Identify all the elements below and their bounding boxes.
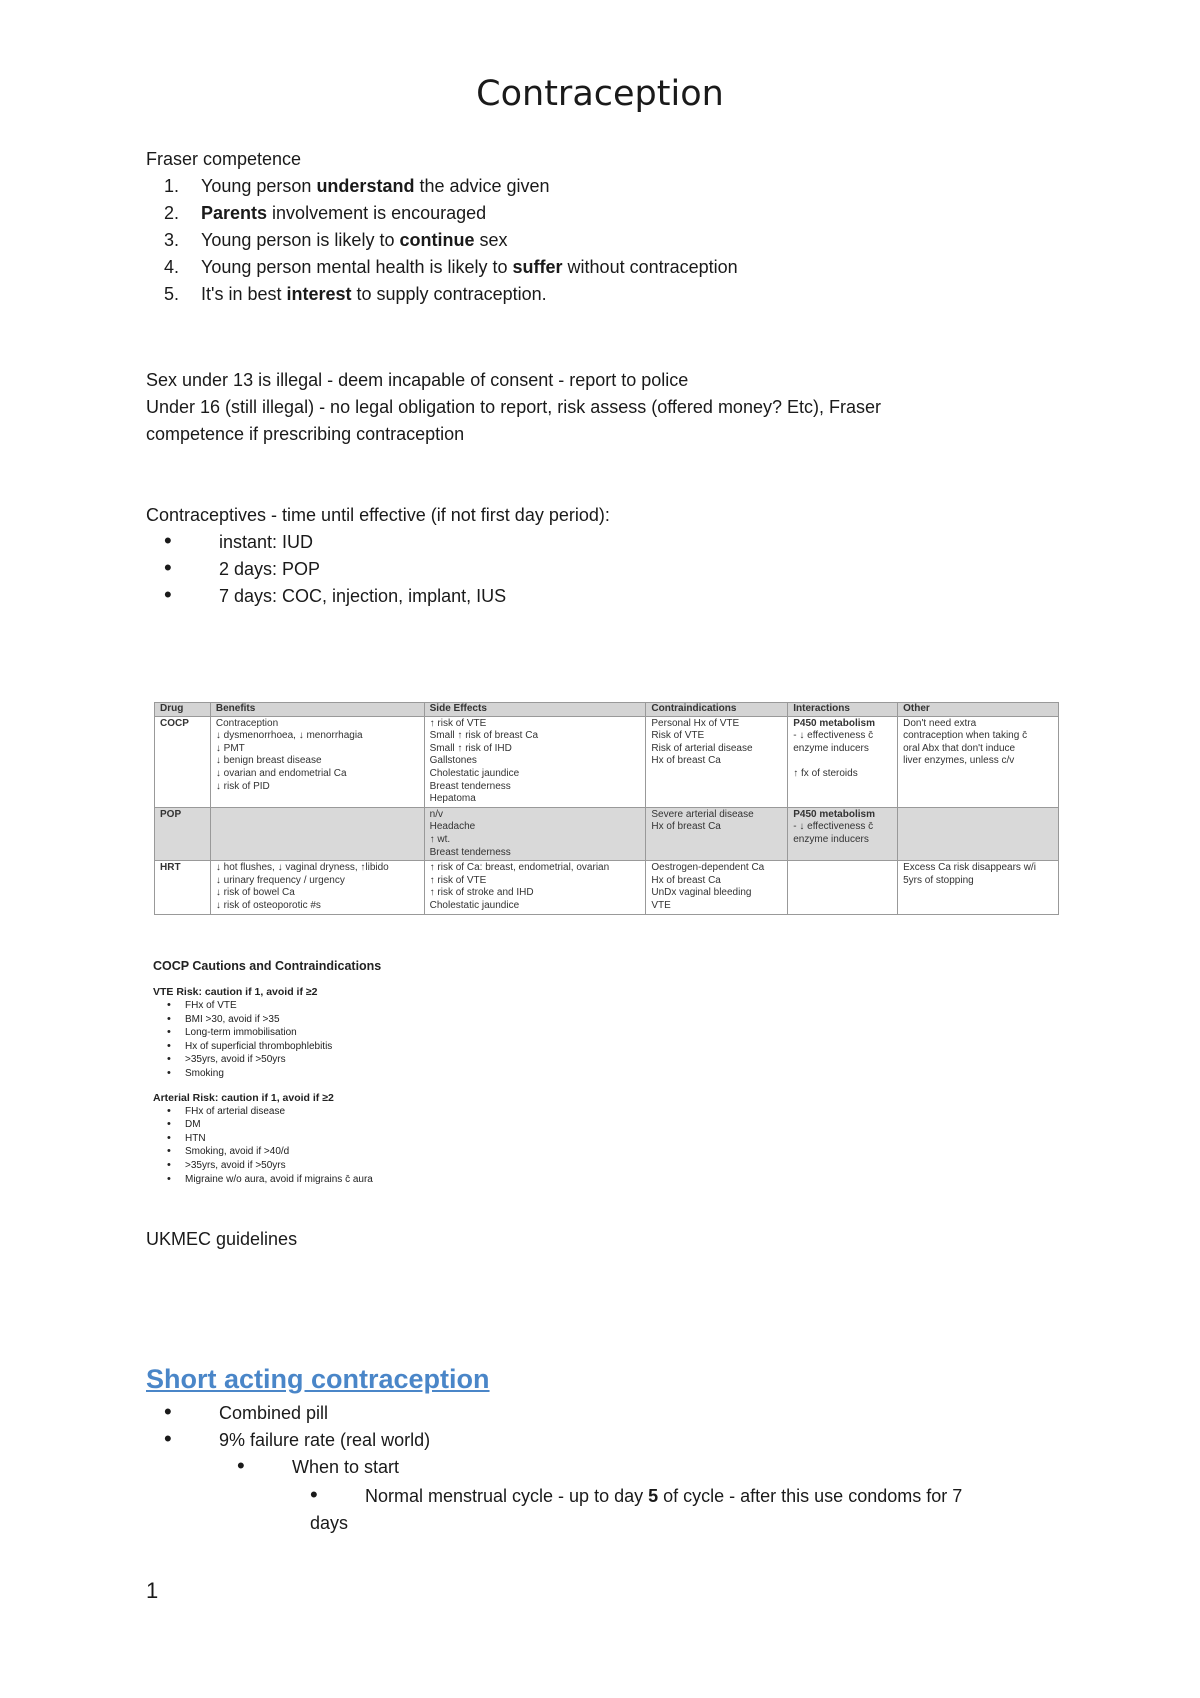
short-acting-section [146, 1400, 1096, 1537]
table-cell [424, 716, 646, 807]
fraser-item [146, 173, 1096, 200]
effective-heading: Contraceptives - time until effective (if not first day period): [146, 505, 610, 525]
table-header-cell: Benefits [210, 703, 424, 717]
list-item [146, 1400, 1096, 1427]
cell-line: - ↓ effectiveness c̄ [793, 821, 874, 833]
table-header-cell: Other [898, 703, 1059, 717]
fraser-list [146, 173, 1096, 308]
fraser-item-text: the advice given [414, 176, 550, 196]
drug-name-cell: COCP [155, 716, 211, 807]
cautions-title: COCP Cautions and Contraindications [153, 959, 382, 973]
cell-line: ↑ risk of VTE [429, 717, 487, 729]
table-row [155, 861, 1059, 914]
cell-line: UnDx vaginal bleeding [651, 887, 752, 899]
vte-risk-item: • Long-term immobilisation [153, 1026, 653, 1040]
legal-line-2: Under 16 (still illegal) - no legal obligation to report, risk assess (offered money? Etc), Fraser [146, 397, 881, 417]
cell-line: Breast tenderness [429, 780, 511, 792]
cocp-cautions-image [153, 959, 653, 1197]
cell-line [793, 755, 892, 768]
table-cell [210, 861, 424, 914]
fraser-section [146, 146, 1096, 308]
table-cell [898, 861, 1059, 914]
cell-line: Hx of breast Ca [651, 821, 721, 833]
effective-item: • instant: IUD [146, 529, 1096, 556]
table-cell [898, 807, 1059, 860]
cell-line: ↓ risk of bowel Ca [215, 887, 295, 899]
cell-line: liver enzymes, unless c/v [903, 755, 1015, 767]
fraser-item-text: involvement is encouraged [267, 203, 487, 223]
table-cell [788, 807, 898, 860]
document-title: Contraception [476, 74, 724, 114]
cell-line: Gallstones [429, 755, 477, 767]
drug-table [154, 702, 1059, 915]
fraser-item-number: 5. [164, 284, 180, 304]
table-cell [210, 807, 424, 860]
table-cell [788, 716, 898, 807]
start-rule-continuation: days [310, 1513, 349, 1533]
vte-risk-item: • FHx of VTE [153, 999, 653, 1013]
table-header-cell: Interactions [788, 703, 898, 717]
vte-risk-item: • BMI >30, avoid if >35 [153, 1013, 653, 1027]
arterial-risk-item: • HTN [153, 1132, 653, 1146]
cell-line: ↓ benign breast disease [215, 755, 322, 767]
cell-line: contraception when taking c̄ [903, 730, 1028, 742]
table-header-cell: Drug [155, 703, 211, 717]
fraser-item [146, 281, 1096, 308]
legal-section [146, 367, 1096, 448]
cell-line: ↓ dysmenorrhoea, ↓ menorrhagia [215, 730, 363, 742]
table-cell [898, 716, 1059, 807]
table-cell [646, 861, 788, 914]
vte-risk-list [153, 999, 653, 1081]
when-to-start-text: When to start [292, 1457, 400, 1477]
cell-line: Small ↑ risk of breast Ca [429, 730, 539, 742]
table-cell [646, 807, 788, 860]
cell-line: ↑ fx of steroids [793, 767, 858, 779]
list-item [219, 1454, 1096, 1481]
fraser-item-number: 4. [164, 257, 180, 277]
arterial-risk-item: • Migraine w/o aura, avoid if migrains c̄ aura [153, 1173, 653, 1187]
cell-line: Small ↑ risk of IHD [429, 742, 512, 754]
cell-line: Excess Ca risk disappears w/i [903, 862, 1036, 874]
cell-line: ↑ risk of Ca: breast, endometrial, ovarian [429, 862, 610, 874]
arterial-risk-list [153, 1105, 653, 1187]
cell-line: Risk of arterial disease [651, 742, 753, 754]
cell-line: ↓ PMT [215, 742, 245, 754]
cell-line: Don't need extra [903, 717, 977, 729]
cell-line: Cholestatic jaundice [429, 899, 520, 911]
ukmec-text: UKMEC guidelines [146, 1229, 298, 1249]
fraser-item [146, 227, 1096, 254]
fraser-item-number: 2. [164, 203, 180, 223]
fraser-item-number: 1. [164, 176, 180, 196]
fraser-item-text: without contraception [562, 257, 738, 277]
cell-line: Hepatoma [429, 793, 476, 805]
fraser-item-text: Young person [201, 176, 317, 196]
effective-item: • 7 days: COC, injection, implant, IUS [146, 583, 1096, 610]
fraser-heading: Fraser competence [146, 149, 302, 169]
cell-line: Oestrogen-dependent Ca [651, 862, 765, 874]
table-cell [424, 861, 646, 914]
cell-line: ↓ ovarian and endometrial Ca [215, 767, 347, 779]
table-row [155, 807, 1059, 860]
cell-line: ↓ risk of osteoporotic #s [215, 899, 321, 911]
arterial-risk-item: • >35yrs, avoid if >50yrs [153, 1159, 653, 1173]
cell-line: Hx of breast Ca [651, 874, 721, 886]
drug-name-cell: HRT [155, 861, 211, 914]
cell-line: oral Abx that don't induce [903, 742, 1016, 754]
cell-line: n/v [429, 808, 443, 820]
arterial-risk-item: • DM [153, 1118, 653, 1132]
cell-line: 5yrs of stopping [903, 874, 974, 886]
cell-line: Headache [429, 821, 476, 833]
cell-line: Contraception [215, 717, 279, 729]
fraser-item [146, 200, 1096, 227]
table-cell [646, 716, 788, 807]
legal-line-3: competence if prescribing contraception [146, 424, 465, 444]
list-item [146, 1427, 1096, 1454]
cell-line: enzyme inducers [793, 742, 869, 754]
effective-list [146, 529, 1096, 610]
cell-line: enzyme inducers [793, 833, 869, 845]
fraser-item-number: 3. [164, 230, 180, 250]
cell-line: ↑ risk of stroke and IHD [429, 887, 534, 899]
drug-name-cell: POP [155, 807, 211, 860]
fraser-item-keyword: understand [316, 176, 415, 196]
cell-line: ↓ urinary frequency / urgency [215, 874, 345, 886]
start-rule-text: Normal menstrual cycle - up to day 5 of cycle - after this use condoms for 7 [365, 1486, 963, 1506]
failure-rate-text: 9% failure rate (real world) [219, 1430, 431, 1450]
cell-line: Personal Hx of VTE [651, 717, 740, 729]
drug-table-header-row [155, 703, 1059, 717]
fraser-item-keyword: interest [286, 284, 352, 304]
short-acting-heading: Short acting contraception [146, 1364, 490, 1394]
arterial-risk-item: • FHx of arterial disease [153, 1105, 653, 1119]
vte-risk-item: • Hx of superficial thrombophlebitis [153, 1040, 653, 1054]
table-cell [210, 716, 424, 807]
drug-table-image [154, 702, 1059, 915]
fraser-item-text: Young person mental health is likely to [201, 257, 513, 277]
fraser-item-text: sex [474, 230, 508, 250]
fraser-item-keyword: suffer [512, 257, 563, 277]
legal-line-1: Sex under 13 is illegal - deem incapable of consent - report to police [146, 370, 689, 390]
cell-line: ↑ wt. [429, 833, 451, 845]
cell-line: Breast tenderness [429, 846, 511, 858]
fraser-item-text: Young person is likely to [201, 230, 400, 250]
cell-line: ↓ risk of PID [215, 780, 270, 792]
cell-line: - ↓ effectiveness c̄ [793, 730, 874, 742]
vte-risk-item: • Smoking [153, 1067, 653, 1081]
vte-risk-item: • >35yrs, avoid if >50yrs [153, 1053, 653, 1067]
arterial-risk-heading: Arterial Risk: caution if 1, avoid if ≥2 [153, 1091, 334, 1104]
fraser-item-keyword: Parents [201, 203, 268, 223]
cell-line: ↓ hot flushes, ↓ vaginal dryness, ↑libido [215, 862, 389, 874]
cell-line: VTE [651, 899, 671, 911]
table-header-cell: Side Effects [424, 703, 646, 717]
fraser-item [146, 254, 1096, 281]
cell-line: Cholestatic jaundice [429, 767, 520, 779]
fraser-item-keyword: continue [399, 230, 475, 250]
table-row [155, 716, 1059, 807]
fraser-item-text: It's in best [201, 284, 287, 304]
vte-risk-heading: VTE Risk: caution if 1, avoid if ≥2 [153, 986, 318, 998]
table-header-cell: Contraindications [646, 703, 788, 717]
fraser-item-text: to supply contraception. [351, 284, 547, 304]
table-cell [424, 807, 646, 860]
page-number: 1 [146, 1578, 159, 1603]
cell-line: Risk of VTE [651, 730, 705, 742]
table-cell [788, 861, 898, 914]
cell-line: Hx of breast Ca [651, 755, 721, 767]
arterial-risk-item: • Smoking, avoid if >40/d [153, 1145, 653, 1159]
cell-line: P450 metabolism [793, 717, 875, 729]
effective-section [146, 502, 1096, 610]
effective-item: • 2 days: POP [146, 556, 1096, 583]
combined-pill-text: Combined pill [219, 1403, 329, 1423]
cell-line: ↑ risk of VTE [429, 874, 487, 886]
list-item [146, 1483, 1096, 1510]
bullet-glyph: • [310, 1482, 318, 1507]
cell-line: Severe arterial disease [651, 808, 754, 820]
cell-line: P450 metabolism [793, 808, 875, 820]
